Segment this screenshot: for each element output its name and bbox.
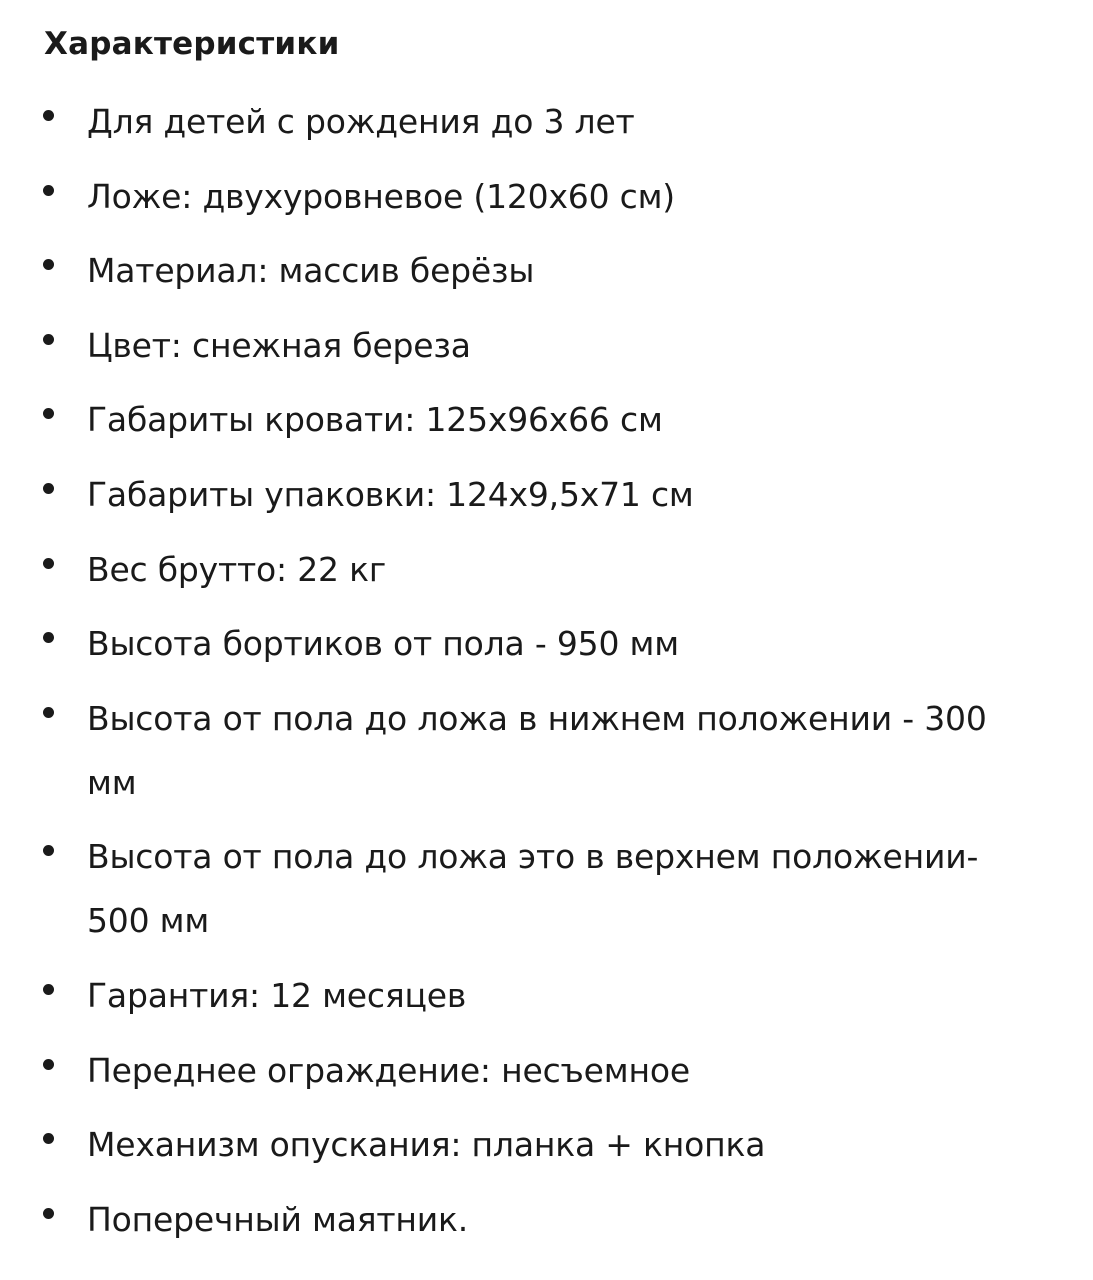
list-item xyxy=(0,964,1093,1028)
list-item xyxy=(0,314,1093,378)
bullet-icon xyxy=(43,185,54,196)
list-item xyxy=(0,1113,1093,1177)
bullet-icon xyxy=(43,984,54,995)
list-item-text: Габариты упаковки: 124х9,5х71 см xyxy=(87,474,694,514)
list-item-text: Материал: массив берёзы xyxy=(87,251,535,291)
bullet-icon xyxy=(43,483,54,494)
list-item-text: Вес брутто: 22 кг xyxy=(87,549,386,589)
bullet-icon xyxy=(43,845,54,856)
list-item xyxy=(0,463,1093,527)
bullet-icon xyxy=(43,1133,54,1144)
bullet-icon xyxy=(43,259,54,270)
list-item-text: Цвет: снежная береза xyxy=(87,325,471,365)
bullet-icon xyxy=(43,1208,54,1219)
list-item xyxy=(0,612,1093,676)
bullet-icon xyxy=(43,408,54,419)
bullet-icon xyxy=(43,558,54,569)
bullet-icon xyxy=(43,632,54,643)
list-item-text: Гарантия: 12 месяцев xyxy=(87,975,467,1015)
bullet-icon xyxy=(43,707,54,718)
list-item-text: Ложе: двухуровневое (120х60 см) xyxy=(87,176,675,216)
list-item-text: Высота от пола до ложа это в верхнем положении- 500 мм xyxy=(87,837,979,941)
spec-list xyxy=(0,90,1093,1262)
list-item xyxy=(0,825,1093,953)
page-title: Характеристики xyxy=(44,26,340,62)
list-item xyxy=(0,538,1093,602)
list-item xyxy=(0,239,1093,303)
bullet-icon xyxy=(43,1059,54,1070)
list-item-text: Габариты кровати: 125х96х66 см xyxy=(87,400,663,440)
list-item xyxy=(0,90,1093,154)
list-item xyxy=(0,1039,1093,1103)
bullet-icon xyxy=(43,110,54,121)
list-item-text: Для детей с рождения до 3 лет xyxy=(87,102,635,141)
list-item xyxy=(0,1188,1093,1252)
list-item xyxy=(0,687,1093,815)
list-item-text: Механизм опускания: планка + кнопка xyxy=(87,1125,766,1165)
list-item xyxy=(0,165,1093,229)
list-item xyxy=(0,388,1093,452)
list-item-text: Высота от пола до ложа в нижнем положении - 300 мм xyxy=(87,698,987,802)
bullet-icon xyxy=(43,334,54,345)
list-item-text: Переднее ограждение: несъемное xyxy=(87,1050,690,1090)
list-item-text: Поперечный маятник. xyxy=(87,1199,469,1239)
list-item-text: Высота бортиков от пола - 950 мм xyxy=(87,624,679,664)
